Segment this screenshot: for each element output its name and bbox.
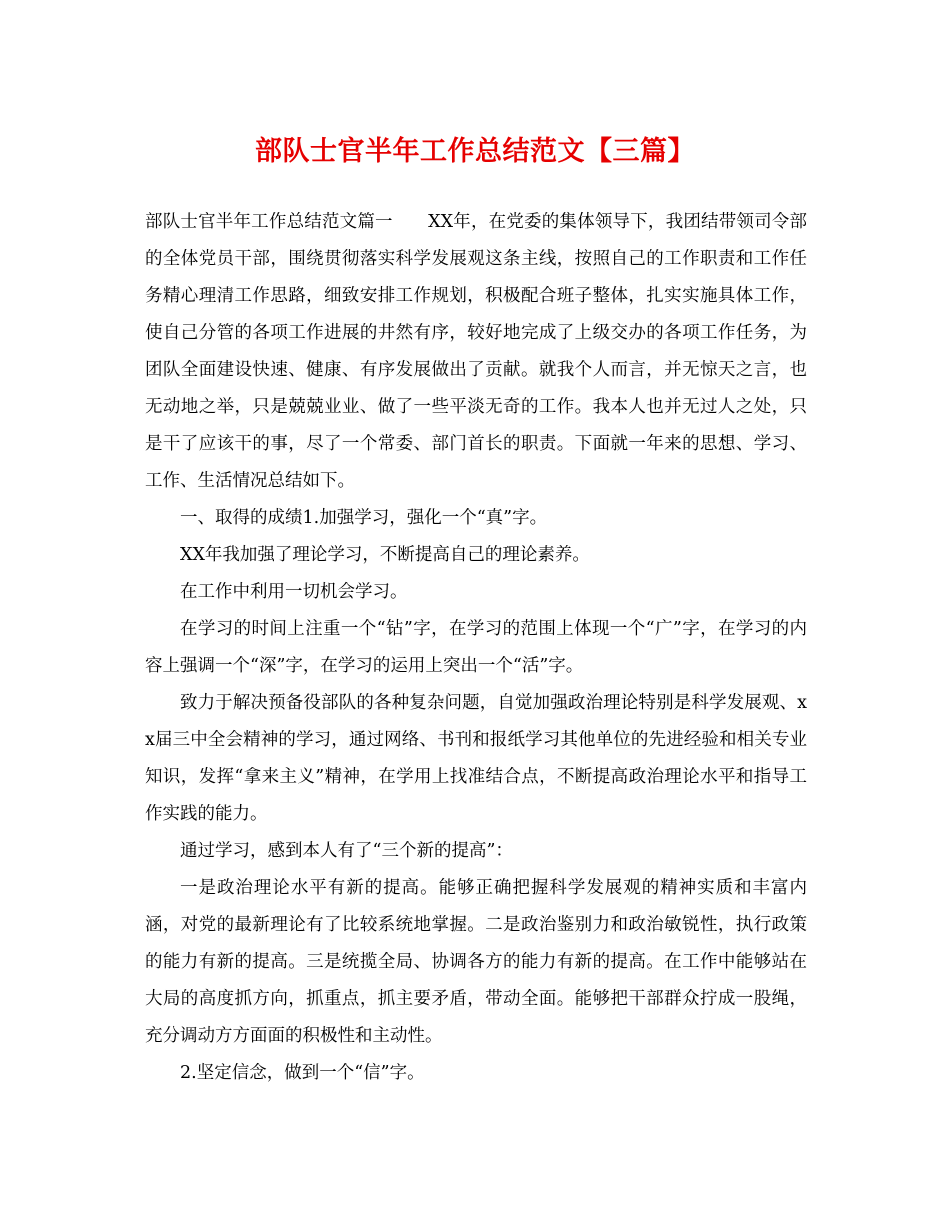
- paragraph: 通过学习，感到本人有了“三个新的提高”：: [180, 841, 513, 861]
- document-title: 部队士官半年工作总结范文【三篇】: [255, 136, 695, 167]
- document-body: [145, 204, 807, 1092]
- paragraph: 致力于解决预备役部队的各种复杂问题，自觉加强政治理论特别是科学发展观、xx届三中全会精神的学习，通过网络、书刊和报纸学习其他单位的先进经验和相关专业知识，发挥“拿来主义”精神，在学用上找准结合点，不断提高政治理论水平和指导工作实践的能力。: [145, 693, 807, 824]
- paragraph: XX年我加强了理论学习，不断提高自己的理论素养。: [180, 545, 590, 565]
- paragraph: 一是政治理论水平有新的提高。能够正确把握科学发展观的精神实质和丰富内涵，对党的最新理论有了比较系统地掌握。二是政治鉴别力和政治敏锐性，执行政策的能力有新的提高。三是统揽全局、协调各方的能力有新的提高。在工作中能够站在大局的高度抓方向，抓重点，抓主要矛盾，带动全面。能够把干部群众拧成一股绳，充分调动方方面面的积极性和主动性。: [145, 878, 807, 1046]
- paragraph: 在学习的时间上注重一个“钻”字，在学习的范围上体现一个“广”字，在学习的内容上强调一个“深”字，在学习的运用上突出一个“活”字。: [145, 619, 807, 676]
- paragraph-subsection-heading: 2.坚定信念，做到一个“信”字。: [180, 1063, 425, 1083]
- paragraph: 在工作中利用一切机会学习。: [180, 582, 408, 602]
- paragraph-section-heading: 一、取得的成绩1.加强学习，强化一个“真”字。: [180, 508, 548, 528]
- paragraph-intro: 部队士官半年工作总结范文篇一 XX年，在党委的集体领导下，我团结带领司令部的全体党员干部，围绕贯彻落实科学发展观这条主线，按照自己的工作职责和工作任务精心理清工作思路，细致安排工作规划，积极配合班子整体，扎实实施具体工作，使自己分管的各项工作进展的井然有序，较好地完成了上级交办的各项工作任务，为团队全面建设快速、健康、有序发展做出了贡献。就我个人而言，并无惊天之言，也无动地之举，只是兢兢业业、做了一些平淡无奇的工作。我本人也并无过人之处，只是干了应该干的事，尽了一个常委、部门首长的职责。下面就一年来的思想、学习、工作、生活情况总结如下。: [145, 212, 807, 491]
